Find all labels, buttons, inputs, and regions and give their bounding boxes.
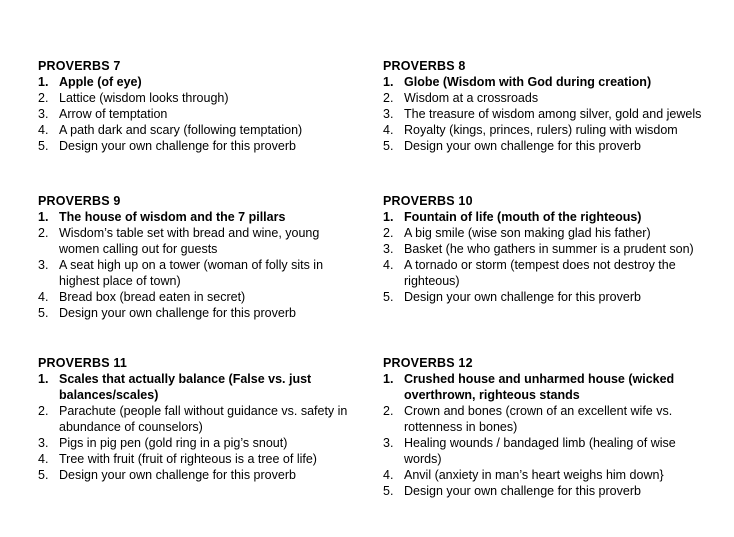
list-item [383, 467, 707, 483]
item-number: 1. [383, 372, 394, 386]
item-text: Tree with fruit (fruit of righteous is a tree of life) [59, 452, 317, 466]
item-number: 2. [383, 404, 394, 418]
challenge-list-proverbs-8 [383, 74, 707, 154]
item-number: 2. [38, 226, 49, 240]
item-number: 4. [38, 123, 49, 137]
item-text: Basket (he who gathers in summer is a prudent son) [404, 242, 694, 256]
list-item [38, 435, 362, 451]
challenge-list-proverbs-7 [38, 74, 362, 154]
list-item [38, 257, 362, 289]
list-item [383, 106, 707, 122]
list-item [38, 467, 362, 483]
item-number: 1. [383, 210, 394, 224]
item-text: Crown and bones (crown of an excellent wife vs. rottenness in bones) [404, 404, 673, 434]
item-number: 4. [38, 290, 49, 304]
item-number: 4. [38, 452, 49, 466]
item-number: 1. [383, 75, 394, 89]
list-item [383, 122, 707, 138]
proverbs-7-section [38, 58, 362, 193]
item-text: A seat high up on a tower (woman of folly sits in highest place of town) [59, 258, 324, 288]
section-title-proverbs-9: PROVERBS 9 [38, 194, 121, 208]
proverbs-12-section [383, 355, 707, 499]
item-number: 3. [383, 242, 394, 256]
item-text: Royalty (kings, princes, rulers) ruling with wisdom [404, 123, 678, 137]
item-number: 1. [38, 372, 49, 386]
item-number: 5. [383, 139, 394, 153]
list-item [38, 305, 362, 321]
section-title-proverbs-11: PROVERBS 11 [38, 356, 128, 370]
item-text: A path dark and scary (following temptation) [59, 123, 303, 137]
item-number: 2. [38, 404, 49, 418]
item-number: 3. [38, 107, 49, 121]
item-number: 5. [38, 468, 49, 482]
proverbs-11-section [38, 355, 362, 499]
item-text: Design your own challenge for this proverb [59, 139, 296, 153]
list-item [38, 106, 362, 122]
item-text: Anvil (anxiety in man’s heart weighs him down} [404, 468, 664, 482]
item-text: Design your own challenge for this proverb [59, 468, 296, 482]
item-number: 3. [383, 107, 394, 121]
item-text: Fountain of life (mouth of the righteous) [404, 210, 642, 224]
item-text: Lattice (wisdom looks through) [59, 91, 229, 105]
item-number: 2. [38, 91, 49, 105]
list-item [38, 74, 362, 90]
item-number: 4. [383, 468, 394, 482]
item-number: 5. [383, 290, 394, 304]
item-text: A big smile (wise son making glad his father) [404, 226, 651, 240]
item-number: 2. [383, 91, 394, 105]
list-item [38, 209, 362, 225]
proverbs-9-section [38, 193, 362, 355]
item-number: 2. [383, 226, 394, 240]
list-item [383, 74, 707, 90]
item-text: The treasure of wisdom among silver, gold and jewels [404, 107, 702, 121]
item-text: Design your own challenge for this proverb [59, 306, 296, 320]
item-number: 5. [383, 484, 394, 498]
list-item [38, 451, 362, 467]
item-text: Scales that actually balance (False vs. just balances/scales) [59, 372, 312, 402]
item-text: Design your own challenge for this proverb [404, 139, 641, 153]
item-text: Parachute (people fall without guidance vs. safety in abundance of counselors) [59, 404, 348, 434]
list-item [38, 90, 362, 106]
item-number: 3. [38, 258, 49, 272]
list-item [38, 289, 362, 305]
list-item [383, 90, 707, 106]
list-item [38, 138, 362, 154]
item-text: Globe (Wisdom with God during creation) [404, 75, 652, 89]
list-item [383, 257, 707, 289]
section-title-proverbs-7: PROVERBS 7 [38, 59, 121, 73]
list-item [38, 225, 362, 257]
challenge-list-proverbs-10 [383, 209, 707, 305]
proverbs-10-section [383, 193, 707, 355]
challenge-list-proverbs-9 [38, 209, 362, 321]
item-number: 5. [38, 139, 49, 153]
item-text: Pigs in pig pen (gold ring in a pig’s snout) [59, 436, 288, 450]
list-item [383, 241, 707, 257]
list-item [383, 403, 707, 435]
item-text: The house of wisdom and the 7 pillars [59, 210, 286, 224]
list-item [38, 371, 362, 403]
list-item [38, 403, 362, 435]
item-text: Crushed house and unharmed house (wicked overthrown, righteous stands [404, 372, 675, 402]
list-item [383, 209, 707, 225]
item-text: Apple (of eye) [59, 75, 142, 89]
item-text: Design your own challenge for this proverb [404, 484, 641, 498]
item-text: Design your own challenge for this proverb [404, 290, 641, 304]
challenge-list-proverbs-11 [38, 371, 362, 483]
item-text: A tornado or storm (tempest does not destroy the righteous) [404, 258, 676, 288]
list-item [383, 138, 707, 154]
section-title-proverbs-10: PROVERBS 10 [383, 194, 473, 208]
list-item [383, 435, 707, 467]
sections-grid [38, 58, 734, 499]
item-text: Wisdom at a crossroads [404, 91, 539, 105]
item-text: Wisdom’s table set with bread and wine, young women calling out for guests [59, 226, 320, 256]
list-item [383, 371, 707, 403]
list-item [383, 483, 707, 499]
item-text: Arrow of temptation [59, 107, 168, 121]
item-number: 3. [383, 436, 394, 450]
item-number: 1. [38, 75, 49, 89]
item-number: 4. [383, 123, 394, 137]
item-number: 4. [383, 258, 394, 272]
item-number: 1. [38, 210, 49, 224]
list-item [38, 122, 362, 138]
section-title-proverbs-12: PROVERBS 12 [383, 356, 473, 370]
item-number: 3. [38, 436, 49, 450]
proverbs-8-section [383, 58, 707, 193]
item-text: Healing wounds / bandaged limb (healing of wise words) [404, 436, 676, 466]
item-text: Bread box (bread eaten in secret) [59, 290, 246, 304]
section-title-proverbs-8: PROVERBS 8 [383, 59, 466, 73]
challenge-list-proverbs-12 [383, 371, 707, 499]
list-item [383, 289, 707, 305]
list-item [383, 225, 707, 241]
item-number: 5. [38, 306, 49, 320]
